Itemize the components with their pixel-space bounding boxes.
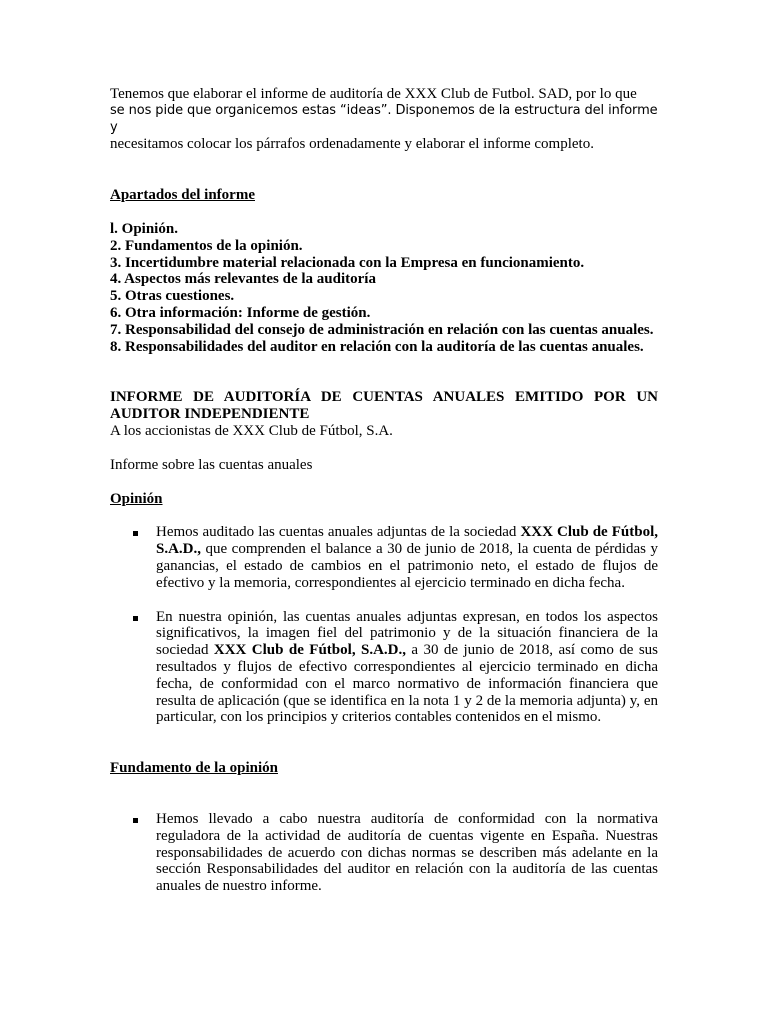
list-item: [110, 811, 658, 895]
section-item: 4. Aspectos más relevantes de la auditoría: [110, 271, 376, 288]
company-name: XXX Club de Fútbol, S.A.D.,: [156, 524, 658, 558]
opinion-list: [110, 524, 658, 726]
sections-heading: Apartados del informe: [110, 187, 255, 204]
sections-list: [110, 221, 658, 355]
intro-line-2: se nos pide que organicemos estas “ideas”. Disponemos de la estructura del informe y: [110, 102, 658, 135]
report-title: INFORME DE AUDITORÍA DE CUENTAS ANUALES EMITIDO POR UN AUDITOR INDEPENDIENTE: [110, 389, 658, 423]
intro-line-1: Tenemos que elaborar el informe de auditoría de XXX Club de Futbol. SAD, por lo que: [110, 86, 637, 102]
report-addressee: A los accionistas de XXX Club de Fútbol, S.A.: [110, 422, 393, 439]
report-subtitle: Informe sobre las cuentas anuales: [110, 456, 313, 473]
bullet-square-icon: [133, 818, 138, 823]
opinion-p2-pre: En nuestra opinión, las cuentas anuales adjuntas expresan, en todos los aspectos significativos, la imagen fiel del patrimonio y de la situación financiera de la sociedad: [156, 608, 658, 659]
opinion-p1-pre: Hemos auditado las cuentas anuales adjuntas de la sociedad: [156, 524, 521, 541]
section-item: 5. Otras cuestiones.: [110, 288, 235, 305]
section-item: l. Opinión.: [110, 220, 178, 237]
bullet-square-icon: [133, 616, 138, 621]
section-item: 8. Responsabilidades del auditor en relación con la auditoría de las cuentas anuales.: [110, 338, 644, 355]
document-body: [110, 86, 658, 895]
fundamento-p1: Hemos llevado a cabo nuestra auditoría de conformidad con la normativa reguladora de la actividad de auditoría de cuentas vigente en España. Nuestras responsabilidades de acuerdo con dichas normas se describen más adelante en la sección Responsabilidades del auditor en relación con la auditoría de las cuentas anuales de nuestro informe.: [156, 810, 658, 895]
list-item: [110, 609, 658, 727]
intro-paragraph: [110, 86, 658, 153]
intro-line-3: necesitamos colocar los párrafos ordenadamente y elaborar el informe completo.: [110, 136, 594, 153]
fundamento-list: [110, 811, 658, 895]
opinion-heading: Opinión: [110, 490, 163, 507]
company-name: XXX Club de Fútbol, S.A.D.,: [213, 642, 406, 659]
section-item: 3. Incertidumbre material relacionada con la Empresa en funcionamiento.: [110, 254, 585, 271]
section-item: 7. Responsabilidad del consejo de administración en relación con las cuentas anuales.: [110, 321, 654, 338]
fundamento-heading: Fundamento de la opinión: [110, 760, 278, 777]
bullet-square-icon: [133, 531, 138, 536]
list-item: [110, 524, 658, 591]
opinion-p2-post: a 30 de junio de 2018, así como de sus resultados y flujos de efectivo correspondientes al ejercicio terminado en dicha fecha, de conformidad con el marco normativo de información financiera que resulta de aplicación (que se identifica en la nota 1 y 2 de la memoria adjunta) y, en particular, con los principios y criterios contables contenidos en el mismo.: [156, 642, 658, 726]
section-item: 2. Fundamentos de la opinión.: [110, 237, 303, 254]
section-item: 6. Otra información: Informe de gestión.: [110, 304, 371, 321]
opinion-p1-post: que comprenden el balance a 30 de junio de 2018, la cuenta de pérdidas y ganancias, el estado de cambios en el patrimonio neto, el estado de flujos de efectivo y la memoria, correspondientes al ejercicio terminado en dicha fecha.: [156, 541, 658, 591]
